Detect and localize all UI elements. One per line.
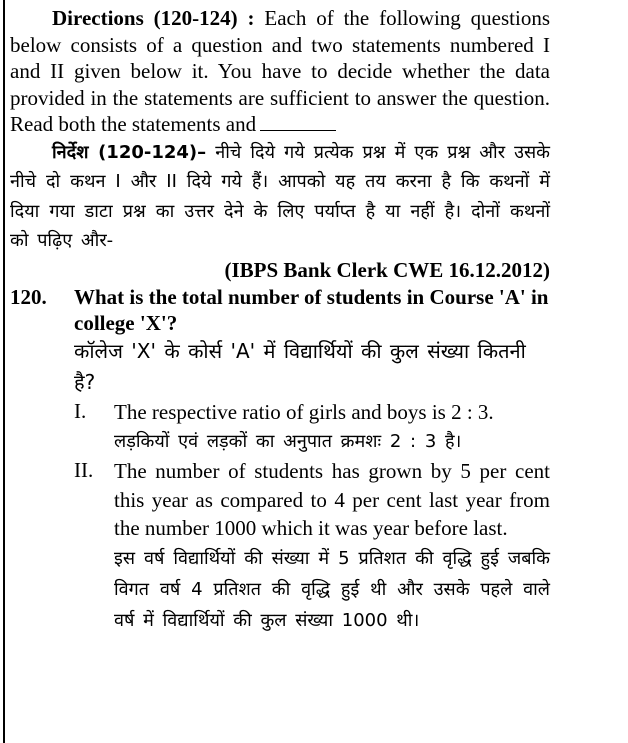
- question-document: [10, 5, 550, 636]
- statement-2: [10, 457, 550, 636]
- statement-1: [10, 398, 550, 458]
- directions-text-hindi: नीचे दिये गये प्रत्येक प्रश्न में एक प्रश्न और उसके नीचे दो कथन I और II दिये गये हैं। आपको यह तय करना है कि कथनों में दिया गया डाटा प्रश्न का उत्तर देने के लिए पर्याप्त है या नहीं है। दोनों कथनों को पढ़िए और-: [10, 141, 550, 251]
- question-text-english: What is the total number of students in Course 'A' in college 'X'?: [74, 284, 549, 335]
- directions-heading: Directions (120-124) :: [52, 6, 255, 30]
- left-margin-rule: [3, 0, 5, 743]
- statement-text-english: The number of students has grown by 5 per cent this year as compared to 4 per cent last year from the number 1000 which it was year before last.: [114, 459, 550, 540]
- directions-heading-hindi: निर्देश (120-124)–: [52, 141, 207, 163]
- statement-label: I.: [74, 398, 87, 423]
- statement-text-english: The respective ratio of girls and boys is 2 : 3.: [114, 399, 494, 424]
- directions-text: Each of the following questions below consists of a question and two statements numbered I and II given below it. You have to decide whether the data provided in the statements are sufficient to answer the question. Read both the statements and: [10, 6, 550, 136]
- question-text-hindi: कॉलेज 'X' के कोर्स 'A' में विद्यार्थियों की कुल संख्या कितनी है?: [74, 338, 526, 394]
- question-body: [74, 284, 550, 398]
- statement-body: [114, 398, 550, 458]
- question-120: [10, 284, 550, 398]
- directions-english: [10, 5, 550, 138]
- statement-text-hindi: लड़कियों एवं लड़कों का अनुपात क्रमशः 2 : 3 है।: [114, 431, 462, 452]
- exam-source: (IBPS Bank Clerk CWE 16.12.2012): [224, 257, 550, 282]
- statement-text-hindi: इस वर्ष विद्यार्थियों की संख्या में 5 प्रतिशत की वृद्धि हुई जबकि विगत वर्ष 4 प्रतिशत की वृद्धि हुई थी और उसके पहले वाले वर्ष में विद्यार्थियों की कुल संख्या 1000 थी।: [114, 547, 550, 631]
- fill-in-blank: [260, 112, 336, 131]
- question-number: 120.: [10, 284, 47, 309]
- statement-label: II.: [74, 458, 94, 482]
- statement-body: [114, 457, 550, 636]
- directions-hindi: [10, 138, 550, 256]
